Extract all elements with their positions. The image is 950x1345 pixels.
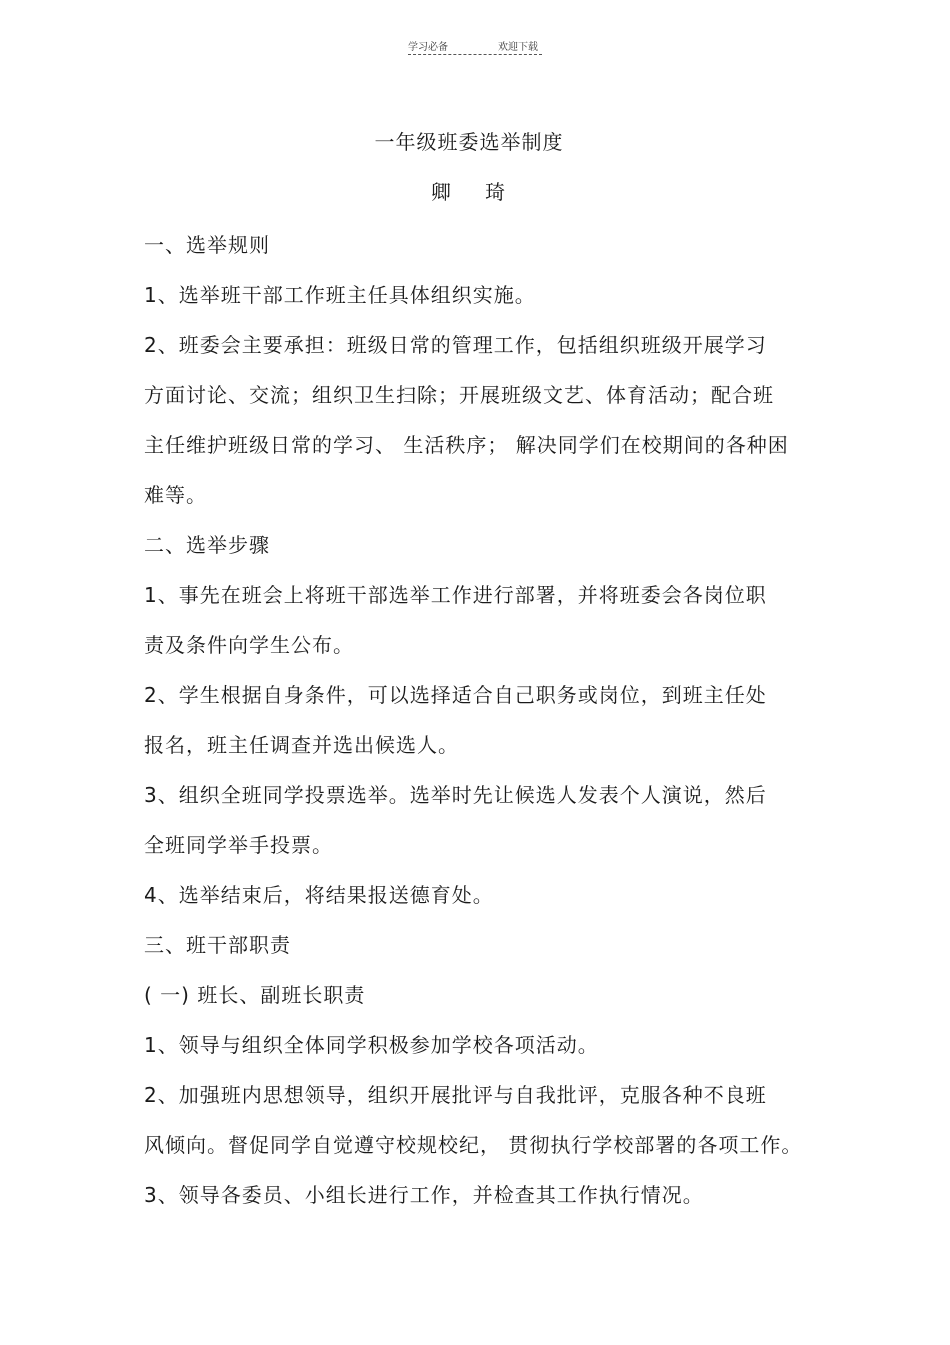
paragraph-line: 1、领导与组织全体同学积极参加学校各项活动。: [144, 1033, 599, 1057]
paragraph-line: 3、领导各委员、小组长进行工作，并检查其工作执行情况。: [144, 1183, 704, 1207]
section-heading: 一、选举规则: [144, 233, 270, 257]
paragraph-line: 难等。: [144, 483, 207, 507]
paragraph-line: 风倾向。督促同学自觉遵守校规校纪， 贯彻执行学校部署的各项工作。: [144, 1133, 803, 1157]
paragraph-line: 2、班委会主要承担：班级日常的管理工作，包括组织班级开展学习: [144, 333, 767, 357]
document-author: 卿 琦: [430, 180, 520, 204]
paragraph-line: 2、学生根据自身条件，可以选择适合自己职务或岗位，到班主任处: [144, 683, 767, 707]
paragraph-line: 全班同学举手投票。: [144, 833, 333, 857]
paragraph-line: 4、选举结束后，将结果报送德育处。: [144, 883, 494, 907]
paragraph-line: 责及条件向学生公布。: [144, 633, 354, 657]
page-header: [408, 38, 542, 58]
document-title: 一年级班委选举制度: [374, 130, 564, 154]
paragraph-line: 主任维护班级日常的学习、 生活秩序； 解决同学们在校期间的各种困: [144, 433, 789, 457]
paragraph-line: 1、选举班干部工作班主任具体组织实施。: [144, 283, 536, 307]
section-heading: 二、选举步骤: [144, 533, 270, 557]
paragraph-line: 报名，班主任调查并选出候选人。: [144, 733, 459, 757]
paragraph-line: 方面讨论、交流；组织卫生扫除；开展班级文艺、体育活动；配合班: [144, 383, 774, 407]
header-dashed-rule: [408, 54, 542, 55]
subsection-heading: ( 一) 班长、副班长职责: [144, 983, 366, 1007]
paragraph-line: 2、加强班内思想领导，组织开展批评与自我批评，克服各种不良班: [144, 1083, 767, 1107]
paragraph-line: 3、组织全班同学投票选举。选举时先让候选人发表个人演说，然后: [144, 783, 767, 807]
header-right-text: 欢迎下载: [498, 42, 538, 53]
paragraph-line: 1、事先在班会上将班干部选举工作进行部署，并将班委会各岗位职: [144, 583, 767, 607]
header-left-text: 学习必备: [408, 42, 448, 53]
section-heading: 三、班干部职责: [144, 933, 291, 957]
